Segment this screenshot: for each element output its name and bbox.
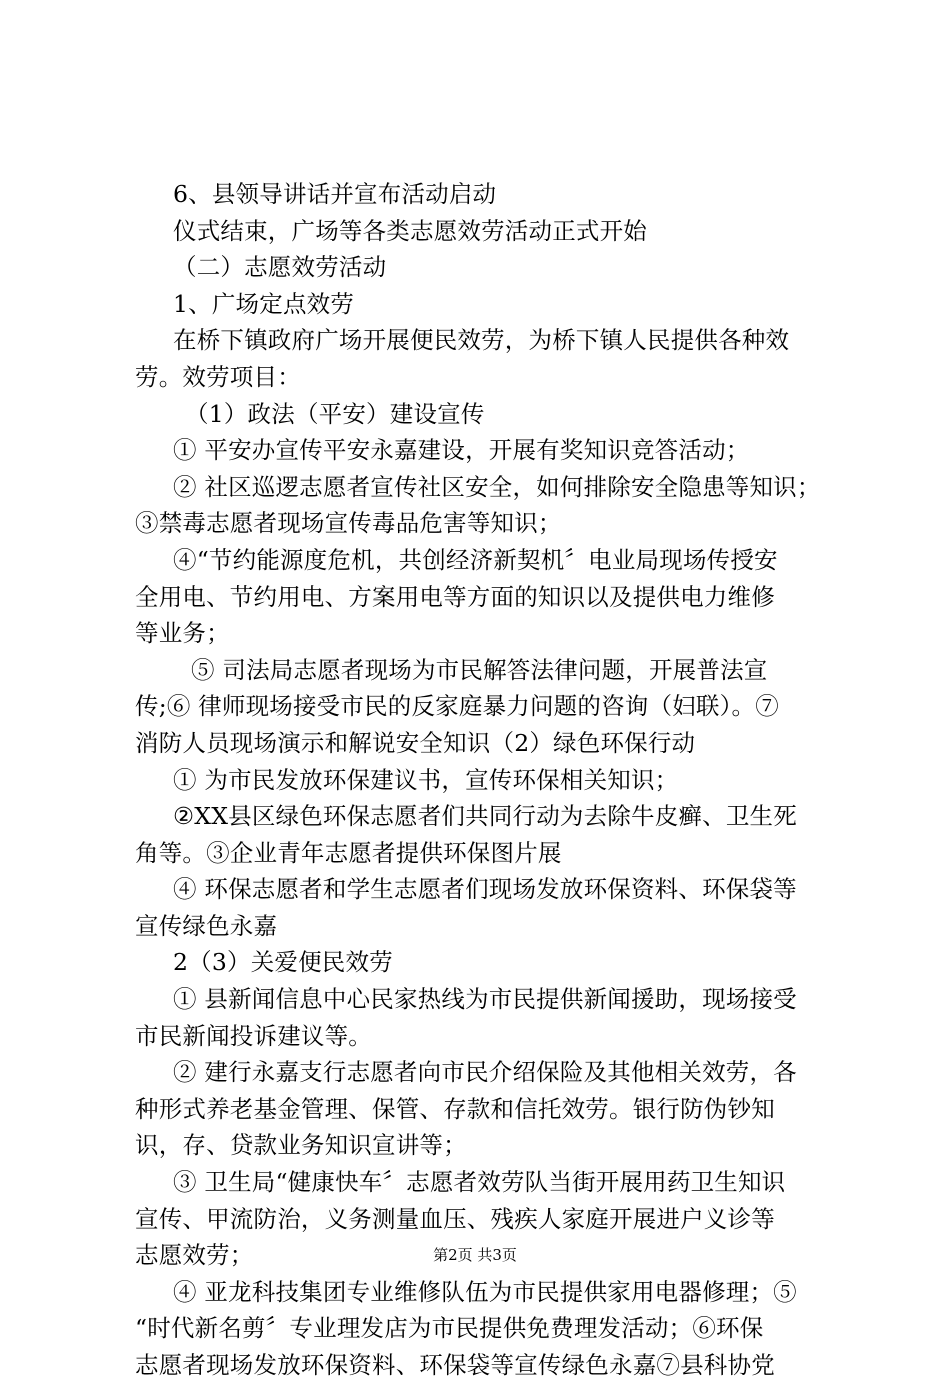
text-line: ② 建行永嘉支行志愿者向市民介绍保险及其他相关效劳，各 (173, 1058, 797, 1087)
text-line: 2（3）关爱便民效劳 (173, 948, 393, 977)
text-line: 6、县领导讲话并宣布活动启动 (173, 180, 497, 208)
text-line: ① 县新闻信息中心民家热线为市民提供新闻援助，现场接受 (173, 985, 797, 1014)
text-line: 等业务； (135, 619, 230, 648)
text-line: 角等。③企业青年志愿者提供环保图片展 (135, 838, 562, 867)
text-line: ④ 亚龙科技集团专业维修队伍为市民提供家用电器修理；⑤ (173, 1277, 797, 1306)
text-line: ④ 环保志愿者和学生志愿者们现场发放环保资料、环保袋等 (173, 875, 797, 904)
text-line: 志愿效劳； (135, 1241, 254, 1270)
text-line: 传;⑥ 律师现场接受市民的反家庭暴力问题的咨询（妇联）。⑦ (135, 692, 779, 721)
text-line: ②XX县区绿色环保志愿者们共同行动为去除牛皮癣、卫生死 (173, 802, 797, 831)
text-line: 在桥下镇政府广场开展便民效劳，为桥下镇人民提供各种效 (173, 326, 790, 355)
text-line: 消防人员现场演示和解说安全知识（2）绿色环保行动 (135, 728, 696, 757)
text-line: 宣传、甲流防治，义务测量血压、残疾人家庭开展进户义诊等 (135, 1204, 775, 1233)
page-footer (0, 1244, 950, 1265)
text-line: ② 社区巡逻志愿者宣传社区安全，如何排除安全隐患等知识； (173, 472, 821, 501)
text-line: ① 为市民发放环保建议书，宣传环保相关知识； (173, 765, 679, 794)
text-line: 市民新闻投诉建议等。 (135, 1021, 372, 1050)
text-line: 劳。效劳项目： (135, 362, 301, 391)
text-line: 1、广场定点效劳 (173, 289, 355, 318)
text-line: 识，存、贷款业务知识宣讲等； (135, 1131, 467, 1160)
text-line: ④“节约能源度危机，共创经济新契机〞电业局现场传授安 (173, 545, 778, 574)
text-line: ③ 卫生局“健康快车〞志愿者效劳队当街开展用药卫生知识 (173, 1168, 786, 1197)
text-line: 全用电、节约用电、方案用电等方面的知识以及提供电力维修 (135, 582, 775, 611)
text-line: （1）政法（平安）建设宣传 (185, 399, 485, 428)
text-line: （二）志愿效劳活动 (173, 253, 387, 282)
text-line: ① 平安办宣传平安永嘉建设，开展有奖知识竞答活动； (173, 436, 750, 465)
document-body (135, 176, 835, 1384)
text-line: 种形式养老基金管理、保管、存款和信托效劳。银行防伪钞知 (135, 1094, 775, 1123)
text-line: 宣传绿色永嘉 (135, 911, 278, 940)
text-line: 仪式结束，广场等各类志愿效劳活动正式开始 (173, 216, 647, 245)
text-line: 志愿者现场发放环保资料、环保袋等宣传绿色永嘉⑦县科协党 (135, 1351, 775, 1379)
text-line: ⑤ 司法局志愿者现场为市民解答法律问题，开展普法宣 (191, 655, 768, 684)
text-line: “时代新名剪〞专业理发店为市民提供免费理发活动；⑥环保 (135, 1314, 764, 1343)
page-number: 第2页 共3页 (433, 1246, 517, 1264)
text-line: ③禁毒志愿者现场宣传毒品危害等知识； (135, 509, 562, 538)
